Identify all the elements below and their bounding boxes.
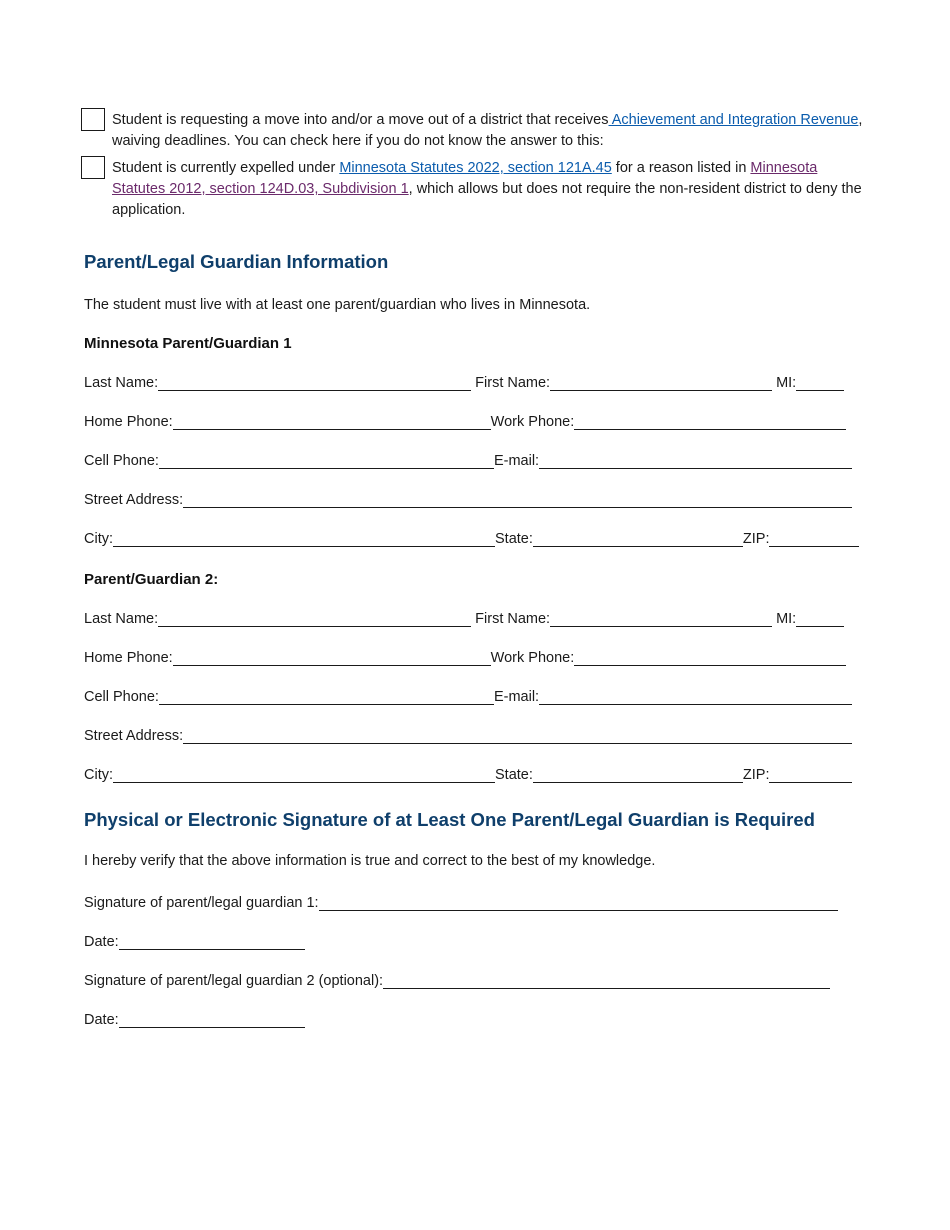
sig2-field[interactable]	[383, 970, 830, 989]
sig2-label: Signature of parent/legal guardian 2 (optional):	[84, 973, 384, 989]
checkbox-row-achievement	[84, 110, 866, 152]
sig2-row	[84, 967, 866, 989]
g1-street-label: Street Address:	[84, 492, 184, 508]
expelled-checkbox[interactable]	[81, 156, 105, 179]
g1-first-name-field[interactable]	[550, 372, 772, 391]
g2-mi-label: MI:	[776, 611, 797, 627]
g2-first-name-field[interactable]	[550, 608, 772, 627]
sig1-row	[84, 889, 866, 911]
g2-street-label: Street Address:	[84, 728, 184, 744]
g2-name-row	[84, 605, 866, 627]
g1-first-name-label: First Name:	[475, 375, 551, 391]
g1-street-row	[84, 486, 866, 508]
statute-121a45-link[interactable]: Minnesota Statutes 2022, section 121A.45	[339, 160, 612, 176]
g2-street-field[interactable]	[183, 725, 852, 744]
g1-zip-label: ZIP:	[742, 531, 770, 547]
guardian-section-heading: Parent/Legal Guardian Information	[84, 251, 389, 272]
g1-email-field[interactable]	[539, 450, 852, 469]
g2-last-name-label: Last Name:	[84, 611, 159, 627]
sig1-field[interactable]	[319, 892, 838, 911]
g2-last-name-field[interactable]	[158, 608, 471, 627]
g2-email-label: E-mail:	[493, 689, 540, 705]
checkbox2-text-middle: for a reason listed in	[611, 160, 751, 176]
g2-state-field[interactable]	[533, 764, 743, 783]
g2-work-phone-field[interactable]	[574, 647, 846, 666]
checkbox2-text-after: , which allows but does not require the non-resident district to deny the application.	[112, 181, 862, 218]
g1-city-row	[84, 525, 866, 547]
g1-mi-field[interactable]	[796, 372, 844, 391]
checkbox1-text: Student is requesting a move into and/or a move out of a district that receives	[112, 112, 609, 128]
achievement-integration-revenue-link[interactable]: Achievement and Integration Revenue	[608, 112, 859, 128]
g2-home-phone-label: Home Phone:	[84, 650, 173, 666]
achievement-revenue-checkbox[interactable]	[81, 108, 105, 131]
g1-work-phone-field[interactable]	[574, 411, 846, 430]
g1-state-field[interactable]	[533, 528, 743, 547]
g2-cell-phone-label: Cell Phone:	[84, 689, 159, 705]
date1-field[interactable]	[119, 931, 305, 950]
g1-name-row	[84, 369, 866, 391]
g1-cell-phone-label: Cell Phone:	[84, 453, 159, 469]
g1-work-phone-label: Work Phone:	[490, 414, 575, 430]
g2-street-row	[84, 722, 866, 744]
g2-email-field[interactable]	[539, 686, 852, 705]
g2-zip-field[interactable]	[769, 764, 852, 783]
g1-last-name-field[interactable]	[158, 372, 471, 391]
statute-124d03-link[interactable]: Minnesota Statutes 2012, section 124D.03, Subdivision 1	[112, 160, 818, 197]
g2-work-phone-label: Work Phone:	[490, 650, 575, 666]
g2-home-phone-field[interactable]	[173, 647, 491, 666]
checkbox2-text: Student is currently expelled under	[112, 160, 340, 176]
g2-city-label: City:	[84, 767, 113, 783]
g1-cell-phone-field[interactable]	[159, 450, 494, 469]
guardian-intro: The student must live with at least one parent/guardian who lives in Minnesota.	[84, 297, 591, 313]
g2-cell-phone-field[interactable]	[159, 686, 494, 705]
date2-row	[84, 1006, 866, 1028]
g2-mi-field[interactable]	[796, 608, 844, 627]
date2-label: Date:	[84, 1012, 119, 1028]
g1-email-label: E-mail:	[493, 453, 540, 469]
g2-cell-row	[84, 683, 866, 705]
date1-label: Date:	[84, 934, 119, 950]
guardian2-title: Parent/Guardian 2:	[84, 571, 219, 588]
g1-city-label: City:	[84, 531, 113, 547]
form-page	[84, 110, 866, 1028]
g1-city-field[interactable]	[113, 528, 495, 547]
g1-cell-row	[84, 447, 866, 469]
guardian1-title: Minnesota Parent/Guardian 1	[84, 335, 292, 352]
g1-home-phone-field[interactable]	[173, 411, 491, 430]
signature-section-heading: Physical or Electronic Signature of at Least One Parent/Legal Guardian is Required	[84, 809, 815, 830]
g2-city-row	[84, 761, 866, 783]
g1-state-label: State:	[495, 531, 533, 547]
g1-street-field[interactable]	[183, 489, 852, 508]
g2-phone-row	[84, 644, 866, 666]
g2-first-name-label: First Name:	[475, 611, 551, 627]
g1-phone-row	[84, 408, 866, 430]
g1-zip-field[interactable]	[769, 528, 859, 547]
g1-mi-label: MI:	[776, 375, 797, 391]
signature-verify-text: I hereby verify that the above information is true and correct to the best of my knowledge.	[84, 853, 656, 869]
sig1-label: Signature of parent/legal guardian 1:	[84, 895, 319, 911]
g2-city-field[interactable]	[113, 764, 495, 783]
date1-row	[84, 928, 866, 950]
checkbox-row-expelled	[84, 158, 866, 221]
g1-last-name-label: Last Name:	[84, 375, 159, 391]
checkbox1-text-after: , waiving deadlines. You can check here if you do not know the answer to this:	[112, 112, 863, 149]
g2-state-label: State:	[495, 767, 533, 783]
g2-zip-label: ZIP:	[742, 767, 770, 783]
g1-home-phone-label: Home Phone:	[84, 414, 173, 430]
date2-field[interactable]	[119, 1009, 305, 1028]
